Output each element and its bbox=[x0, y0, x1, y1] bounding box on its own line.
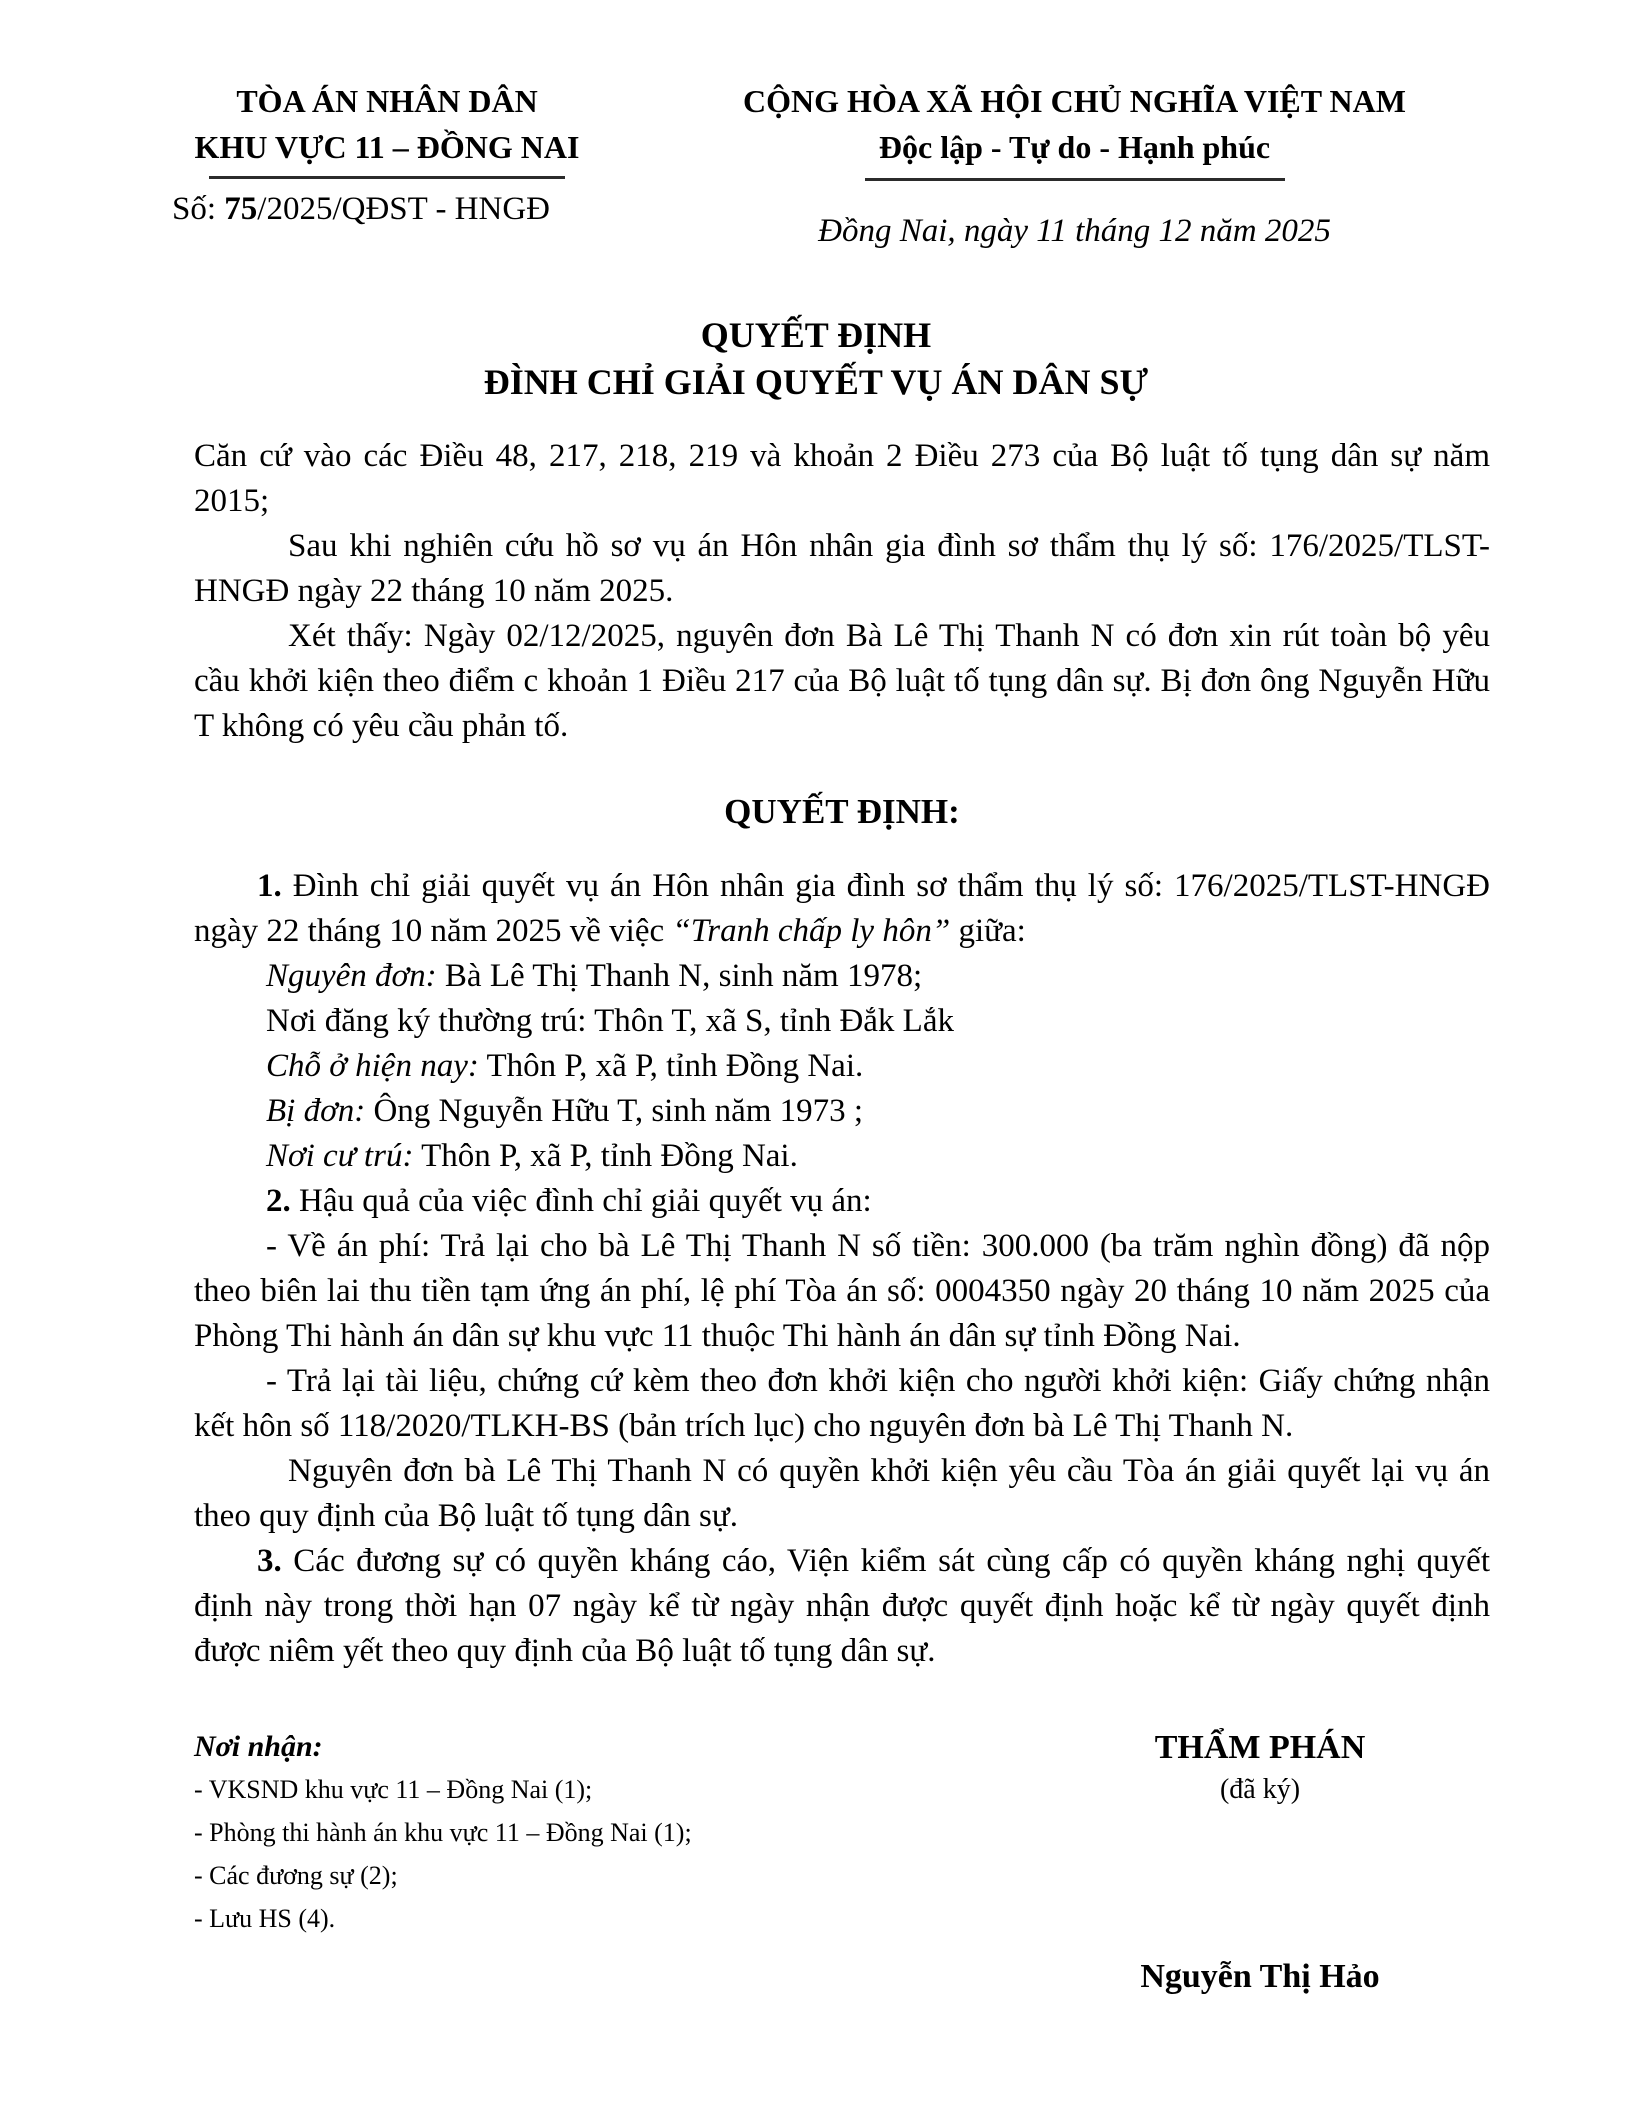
preamble-case-review: Sau khi nghiên cứu hồ sơ vụ án Hôn nhân gia đình sơ thẩm thụ lý số: 176/2025/TLST-HNGĐ ngày 22 tháng 10 năm 2025. bbox=[194, 528, 1490, 609]
recipient-item: - Phòng thi hành án khu vực 11 – Đồng Nai (1); bbox=[194, 1818, 692, 1847]
plaintiff-label: Nguyên đơn: bbox=[266, 958, 437, 994]
recipient-item: - Các đương sự (2); bbox=[194, 1861, 398, 1890]
recipients-label: Nơi nhận: bbox=[194, 1730, 323, 1763]
preamble-findings: Xét thấy: Ngày 02/12/2025, nguyên đơn Bà Lê Thị Thanh N có đơn xin rút toàn bộ yêu cầu khởi kiện theo điểm c khoản 1 Điều 217 của Bộ luật tố tụng dân sự. Bị đơn ông Nguyễn Hữu T không có yêu cầu phản tố. bbox=[194, 618, 1490, 744]
signature-block bbox=[1000, 1726, 1520, 1996]
place-date-line: Đồng Nai, ngày 11 tháng 12 năm 2025 bbox=[818, 213, 1331, 249]
case-name: “Tranh chấp ly hôn” bbox=[672, 913, 951, 949]
plaintiff-registered-address-line: Nơi đăng ký thường trú: Thôn T, xã S, tỉnh Đắk Lắk bbox=[266, 1003, 954, 1039]
defendant-residence-line bbox=[194, 1134, 1490, 1179]
item1-text: Đình chỉ giải quyết vụ án Hôn nhân gia đình sơ thẩm thụ lý số: 176/2025/TLST-HNGĐ ngày 22 tháng 10 năm 2025 về việc bbox=[194, 868, 1490, 949]
current-residence-line bbox=[194, 1044, 1490, 1089]
court-name-line2: KHU VỰC 11 – ĐỒNG NAI bbox=[194, 129, 580, 165]
item1-text-after: giữa: bbox=[950, 913, 1026, 949]
documents-return-paragraph: - Trả lại tài liệu, chứng cứ kèm theo đơn khởi kiện cho người khởi kiện: Giấy chứng nhận kết hôn số 118/2020/TLKH-BS (bản trích lục) cho nguyên đơn bà Lê Thị Thanh N. bbox=[194, 1363, 1490, 1444]
current-residence-label: Chỗ ở hiện nay: bbox=[266, 1048, 479, 1084]
document-footer bbox=[194, 1726, 1632, 1995]
defendant-residence-value: Thôn P, xã P, tỉnh Đồng Nai. bbox=[413, 1138, 798, 1174]
item2-number: 2. bbox=[266, 1183, 291, 1219]
defendant-residence-label: Nơi cư trú: bbox=[266, 1138, 414, 1174]
title-line2: ĐÌNH CHỈ GIẢI QUYẾT VỤ ÁN DÂN SỰ bbox=[483, 362, 1149, 402]
issuing-court-block bbox=[172, 78, 602, 250]
item3-number: 3. bbox=[257, 1543, 282, 1579]
document-number-suffix: /2025/QĐST - HNGĐ bbox=[257, 191, 551, 227]
plaintiff-line bbox=[194, 954, 1490, 999]
defendant-value: Ông Nguyễn Hữu T, sinh năm 1973 ; bbox=[365, 1093, 864, 1129]
court-name-line1: TÒA ÁN NHÂN DÂN bbox=[236, 83, 538, 119]
plaintiff-value: Bà Lê Thị Thanh N, sinh năm 1978; bbox=[436, 958, 923, 994]
item1-number: 1. bbox=[257, 868, 282, 904]
decision-item-2 bbox=[194, 1179, 1490, 1224]
header-left-divider bbox=[209, 176, 565, 179]
document-number-label: Số: bbox=[172, 191, 225, 227]
signer-name: Nguyễn Thị Hảo bbox=[1140, 1958, 1380, 1995]
defendant-line bbox=[194, 1089, 1490, 1134]
national-title: CỘNG HÒA XÃ HỘI CHỦ NGHĨA VIỆT NAM bbox=[743, 83, 1406, 119]
document-header bbox=[0, 0, 1632, 250]
fee-refund-paragraph: - Về án phí: Trả lại cho bà Lê Thị Thanh N số tiền: 300.000 (ba trăm nghìn đồng) đã nộp theo biên lai thu tiền tạm ứng án phí, lệ phí Tòa án số: 0004350 ngày 20 tháng 10 năm 2025 của Phòng Thi hành án dân sự khu vực 11 thuộc Thi hành án dân sự tỉnh Đồng Nai. bbox=[194, 1228, 1490, 1354]
document-number-value: 75 bbox=[224, 191, 258, 227]
current-residence-value: Thôn P, xã P, tỉnh Đồng Nai. bbox=[478, 1048, 864, 1084]
signed-note: (đã ký) bbox=[1219, 1774, 1301, 1805]
document-number bbox=[172, 191, 602, 228]
decision-heading: QUYẾT ĐỊNH: bbox=[724, 792, 960, 831]
item2-text: Hậu quả của việc đình chỉ giải quyết vụ án: bbox=[290, 1183, 872, 1219]
defendant-label: Bị đơn: bbox=[266, 1093, 366, 1129]
preamble-legal-basis: Căn cứ vào các Điều 48, 217, 218, 219 và khoản 2 Điều 273 của Bộ luật tố tụng dân sự năm 2015; bbox=[194, 438, 1490, 519]
decision-item-1 bbox=[194, 864, 1490, 954]
national-motto-block bbox=[702, 78, 1447, 250]
refile-right-paragraph: Nguyên đơn bà Lê Thị Thanh N có quyền khởi kiện yêu cầu Tòa án giải quyết lại vụ án theo quy định của Bộ luật tố tụng dân sự. bbox=[194, 1453, 1490, 1534]
header-right-divider bbox=[865, 178, 1285, 181]
decision-item-3 bbox=[194, 1539, 1490, 1674]
document-body bbox=[194, 434, 1490, 1674]
item3-text: Các đương sự có quyền kháng cáo, Viện kiểm sát cùng cấp có quyền kháng nghị quyết định này trong thời hạn 07 ngày kể từ ngày nhận được quyết định hoặc kể từ ngày quyết định được niêm yết theo quy định của Bộ luật tố tụng dân sự. bbox=[194, 1543, 1490, 1669]
signer-title: THẨM PHÁN bbox=[1154, 1729, 1366, 1766]
recipient-item: - Lưu HS (4). bbox=[194, 1904, 336, 1933]
national-motto: Độc lập - Tự do - Hạnh phúc bbox=[878, 129, 1271, 165]
recipient-item: - VKSND khu vực 11 – Đồng Nai (1); bbox=[194, 1775, 593, 1804]
title-line1: QUYẾT ĐỊNH bbox=[700, 315, 932, 355]
document-title bbox=[0, 312, 1632, 406]
